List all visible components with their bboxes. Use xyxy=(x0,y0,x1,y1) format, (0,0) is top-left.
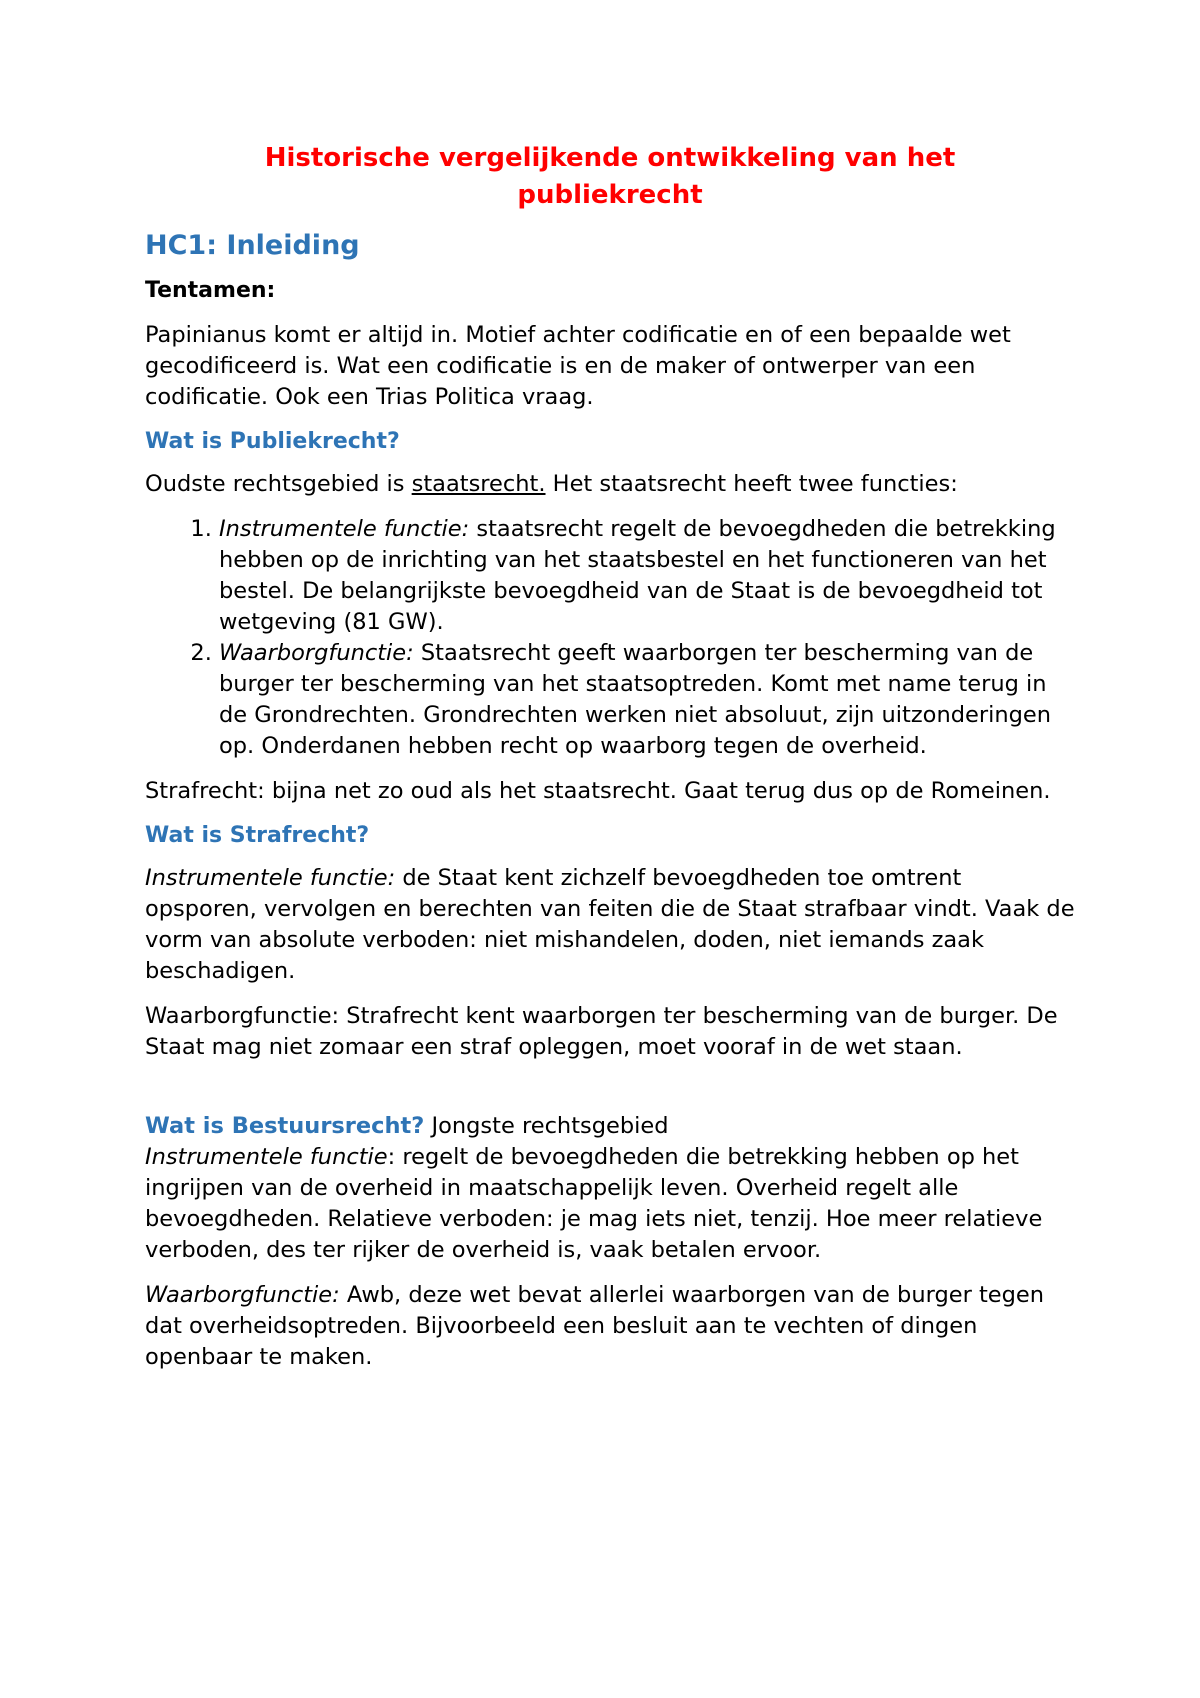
strafrecht-waarborg: Waarborgfunctie: Strafrecht kent waarborgen ter bescherming van de burger. De Staat mag niet zomaar een straf opleggen, moet vooraf in de wet staan. xyxy=(145,1003,1058,1060)
bestuursrecht-heading-line xyxy=(145,1111,1075,1142)
bestuursrecht-waarborg-text: Awb, deze wet bevat allerlei waarborgen van de burger tegen dat overheidsoptreden. Bijvoorbeeld een besluit aan te vechten of dingen openbaar te maken. xyxy=(145,1282,1045,1370)
bestuursrecht-instrumentele-text: : regelt de bevoegdheden die betrekking hebben op het ingrijpen van de overheid in maatschappelijk leven. Overheid regelt alle bevoegdheden. Relatieve verboden: je mag iets niet, tenzij. Hoe meer relatieve verboden, des ter rijker de overheid is, vaak betalen ervoor. xyxy=(145,1144,1043,1263)
bestuursrecht-heading-suffix: Jongste rechtsgebied xyxy=(424,1113,669,1139)
strafrecht-instrumentele xyxy=(145,863,1075,987)
tentamen-text: Papinianus komt er altijd in. Motief achter codificatie en of een bepaalde wet gecodificeerd is. Wat een codificatie is en de maker of ontwerper van een codificatie. Ook een Trias Politica vraag. xyxy=(145,322,1011,410)
heading-hc1: HC1: Inleiding xyxy=(145,230,360,261)
list-item xyxy=(219,638,1075,762)
list-item xyxy=(219,514,1075,638)
bestuursrecht-instrumentele xyxy=(145,1142,1075,1266)
heading-strafrecht: Wat is Strafrecht? xyxy=(145,823,370,848)
intro-staatsrecht: staatsrecht. xyxy=(411,471,546,497)
bestuursrecht-waarborg-label: Waarborgfunctie: xyxy=(145,1282,340,1308)
functies-list xyxy=(145,514,1075,762)
list-item-label: Instrumentele functie: xyxy=(219,516,470,542)
tentamen-label: Tentamen: xyxy=(145,278,276,303)
heading-bestuursrecht: Wat is Bestuursrecht? xyxy=(145,1113,425,1139)
strafrecht-instrumentele-label: Instrumentele functie: xyxy=(145,865,396,891)
list-item-label: Waarborgfunctie: xyxy=(219,640,414,666)
bestuursrecht-instrumentele-label: Instrumentele functie xyxy=(145,1144,388,1170)
heading-publiekrecht: Wat is Publiekrecht? xyxy=(145,429,400,454)
publiekrecht-intro xyxy=(145,469,1075,500)
empty-line xyxy=(145,1077,1075,1111)
bestuursrecht-waarborg xyxy=(145,1280,1075,1373)
intro-before: Oudste rechtsgebied is xyxy=(145,471,412,497)
strafrecht-instrumentele-text: de Staat kent zichzelf bevoegdheden toe omtrent opsporen, vervolgen en berechten van feiten die de Staat strafbaar vindt. Vaak de vorm van absolute verboden: niet mishandelen, doden, niet iemands zaak beschadigen. xyxy=(145,865,1075,984)
intro-after: Het staatsrecht heeft twee functies: xyxy=(545,471,958,497)
strafrecht-note: Strafrecht: bijna net zo oud als het staatsrecht. Gaat terug dus op de Romeinen. xyxy=(145,778,1051,804)
list-item-text: Staatsrecht geeft waarborgen ter bescherming van de burger ter bescherming van het staatsoptreden. Komt met name terug in de Grondrechten. Grondrechten werken niet absoluut, zijn uitzonderingen op. Onderdanen hebben recht op waarborg tegen de overheid. xyxy=(219,640,1051,759)
list-item-text: staatsrecht regelt de bevoegdheden die betrekking hebben op de inrichting van het staatsbestel en het functioneren van het bestel. De belangrijkste bevoegdheid van de Staat is de bevoegdheid tot wetgeving (81 GW). xyxy=(219,516,1056,635)
document-page xyxy=(145,140,1075,1387)
document-title: Historische vergelijkende ontwikkeling van het publiekrecht xyxy=(264,143,956,210)
